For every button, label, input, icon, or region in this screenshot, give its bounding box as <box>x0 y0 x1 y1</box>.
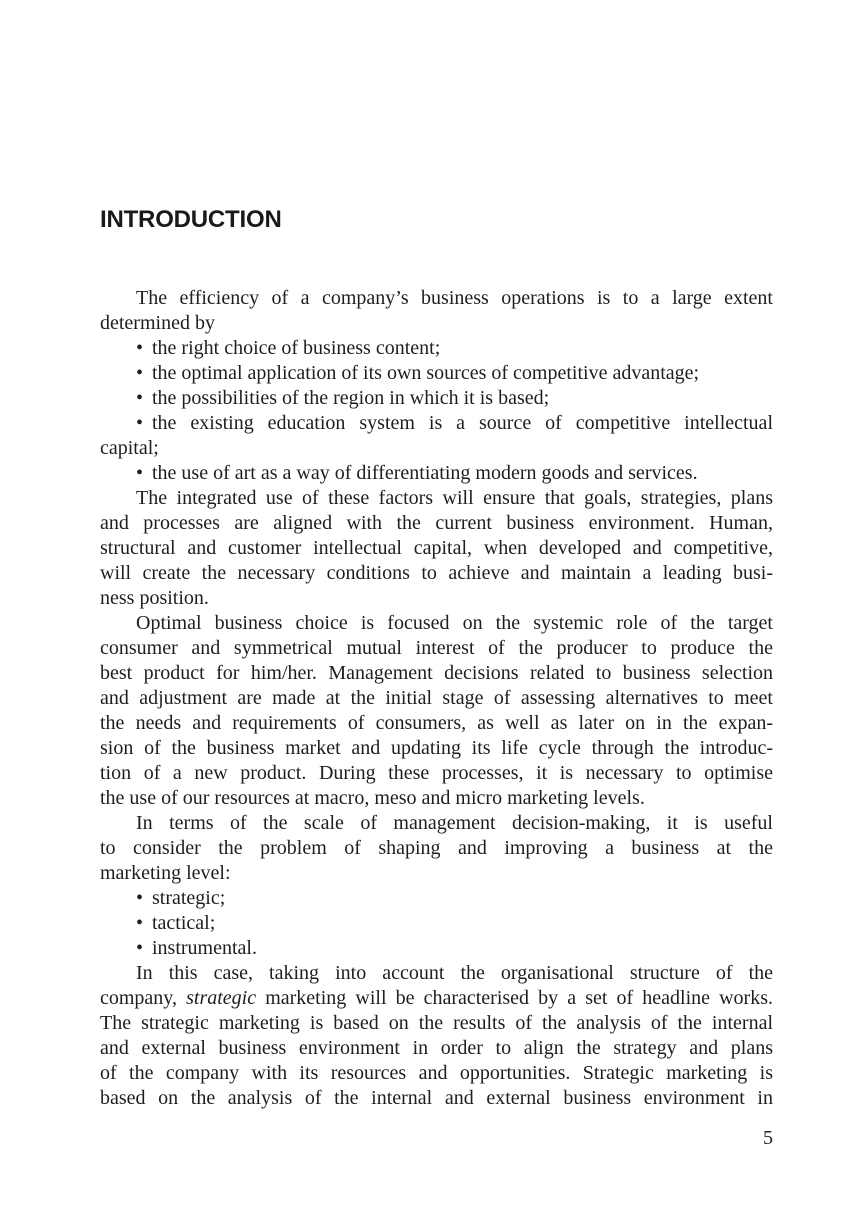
choice-paragraph-line: sion of the business market and updating its life cycle through the introduc- <box>100 737 773 759</box>
factor-list-item <box>100 361 773 386</box>
integration-paragraph-line: will create the necessary conditions to achieve and maintain a leading busi- <box>100 562 773 584</box>
level-list-item <box>100 886 773 911</box>
factor-list-item <box>100 336 773 361</box>
factor-item-text: the optimal application of its own sources of competitive advantage; <box>152 362 700 384</box>
choice-paragraph-line: and adjustment are made at the initial stage of assessing alternatives to meet <box>100 687 773 709</box>
choice-paragraph-line: tion of a new product. During these processes, it is necessary to optimise <box>100 762 773 784</box>
bullet-marker: • <box>136 387 144 409</box>
scale-paragraph-line: marketing level: <box>100 862 231 884</box>
factor-item-text: the existing education system is a source of competitive intellectual <box>152 412 773 434</box>
page-number: 5 <box>763 1127 773 1149</box>
level-list-item <box>100 911 773 936</box>
factor-list-item <box>100 461 773 486</box>
bullet-marker: • <box>136 337 144 359</box>
line-text-before-emphasis: company, <box>100 987 187 1009</box>
strategic-paragraph-line: and external business environment in order to align the strategy and plans <box>100 1037 773 1059</box>
line-text-after-emphasis: marketing will be characterised by a set of headline works. <box>256 987 773 1009</box>
choice-paragraph-line: Optimal business choice is focused on the systemic role of the target <box>136 612 773 634</box>
intro-paragraph-line: The efficiency of a company’s business operations is to a large extent <box>136 287 773 309</box>
bullet-marker: • <box>136 937 144 959</box>
level-item-text: strategic; <box>152 887 226 909</box>
integration-paragraph-line: ness position. <box>100 587 209 609</box>
choice-paragraph-line: consumer and symmetrical mutual interest of the producer to produce the <box>100 637 773 659</box>
integration-paragraph-line: and processes are aligned with the current business environment. Human, <box>100 512 773 534</box>
bullet-marker: • <box>136 462 144 484</box>
body-text <box>100 286 773 1111</box>
integration-paragraph-line: The integrated use of these factors will ensure that goals, strategies, plans <box>136 487 773 509</box>
strategic-paragraph-line <box>100 986 773 1011</box>
factor-list-item <box>100 411 773 436</box>
chapter-heading: INTRODUCTION <box>100 206 282 233</box>
level-list-item <box>100 936 773 961</box>
factor-item-continuation: capital; <box>100 437 159 459</box>
emphasized-term: strategic <box>186 987 257 1009</box>
choice-paragraph-line: the needs and requirements of consumers, as well as later on in the expan- <box>100 712 773 734</box>
strategic-paragraph-line: based on the analysis of the internal and external business environment in <box>100 1087 773 1109</box>
strategic-paragraph-line: of the company with its resources and opportunities. Strategic marketing is <box>100 1062 773 1084</box>
bullet-marker: • <box>136 887 144 909</box>
bullet-marker: • <box>136 412 144 434</box>
level-item-text: instrumental. <box>152 937 257 959</box>
integration-paragraph-line: structural and customer intellectual capital, when developed and competitive, <box>100 537 773 559</box>
scale-paragraph-line: to consider the problem of shaping and improving a business at the <box>100 837 773 859</box>
factor-item-text: the possibilities of the region in which it is based; <box>152 387 550 409</box>
bullet-marker: • <box>136 912 144 934</box>
intro-paragraph-line: determined by <box>100 312 215 334</box>
choice-paragraph-line: best product for him/her. Management decisions related to business selection <box>100 662 773 684</box>
choice-paragraph-line: the use of our resources at macro, meso and micro marketing levels. <box>100 787 645 809</box>
strategic-paragraph-line: The strategic marketing is based on the results of the analysis of the internal <box>100 1012 773 1034</box>
factor-item-text: the use of art as a way of differentiating modern goods and services. <box>152 462 698 484</box>
factor-list-item <box>100 386 773 411</box>
strategic-paragraph-line: In this case, taking into account the organisational structure of the <box>136 962 773 984</box>
bullet-marker: • <box>136 362 144 384</box>
level-item-text: tactical; <box>152 912 216 934</box>
factor-item-text: the right choice of business content; <box>152 337 441 359</box>
scale-paragraph-line: In terms of the scale of management decision-making, it is useful <box>136 812 773 834</box>
